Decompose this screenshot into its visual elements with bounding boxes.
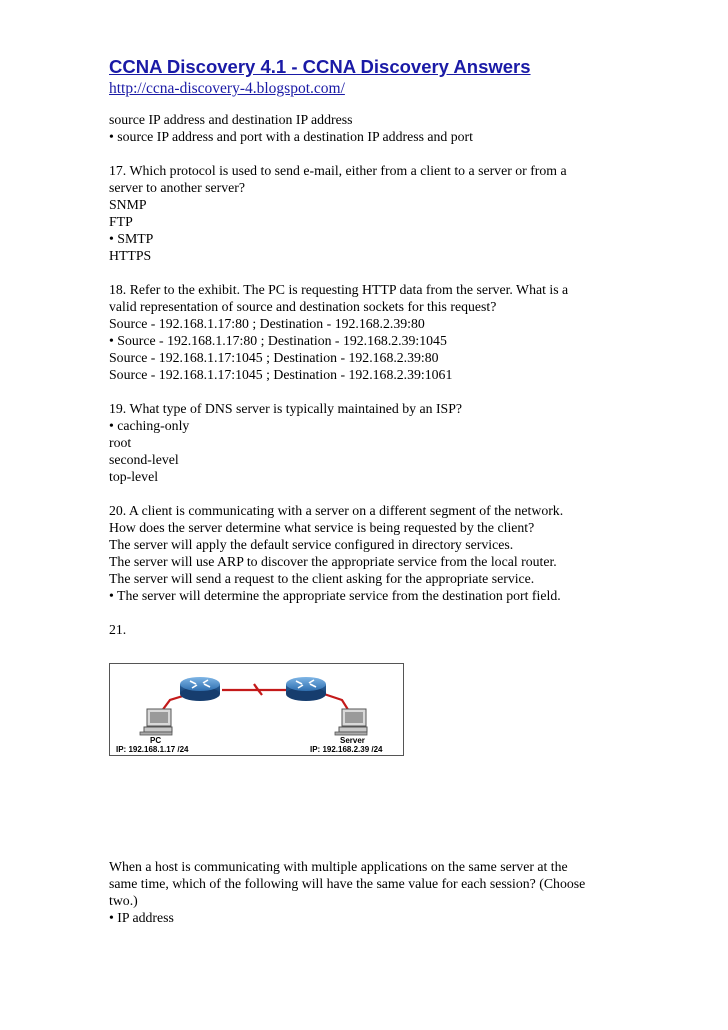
answer-option: • Source - 192.168.1.17:80 ; Destination - 192.168.2.39:1045 [109,333,447,348]
document-body [109,111,629,638]
question-21-line: same time, which of the following will have the same value for each session? (Choose [109,876,586,891]
answer-line: source IP address and destination IP address [109,112,353,127]
pc-label: PC [150,736,162,745]
answer-option: HTTPS [109,248,152,263]
router-icon [286,677,326,701]
question-21-body [109,858,585,926]
answer-option: The server will use ARP to discover the appropriate service from the local router. [109,554,557,569]
question-20-line: How does the server determine what service is being requested by the client? [109,520,535,535]
pc-ip-label: IP: 192.168.1.17 /24 [116,745,189,754]
answer-option: Source - 192.168.1.17:80 ; Destination - 192.168.2.39:80 [109,316,425,331]
question-21-line: two.) [109,893,138,908]
answer-option: FTP [109,214,133,229]
server-icon [335,709,367,735]
answer-option: SNMP [109,197,147,212]
answer-option: top-level [109,469,159,484]
answer-option: • The server will determine the appropriate service from the destination port field. [109,588,561,603]
answer-option: second-level [109,452,179,467]
router-icon [180,677,220,701]
answer-line: • source IP address and port with a destination IP address and port [109,129,473,144]
network-exhibit [109,663,404,756]
question-17-line: 17. Which protocol is used to send e-mail, either from a client to a server or from a [109,163,567,178]
source-link[interactable]: http://ccna-discovery-4.blogspot.com/ [109,80,345,97]
question-20-line: 20. A client is communicating with a server on a different segment of the network. [109,503,564,518]
answer-option: • SMTP [109,231,154,246]
question-19-line: 19. What type of DNS server is typically maintained by an ISP? [109,401,463,416]
answer-option: root [109,435,132,450]
question-17-line: server to another server? [109,180,245,195]
question-18-line: valid representation of source and destination sockets for this request? [109,299,497,314]
document-title: CCNA Discovery 4.1 - CCNA Discovery Answers [109,56,531,77]
answer-option: • caching-only [109,418,190,433]
answer-option: Source - 192.168.1.17:1045 ; Destination - 192.168.2.39:1061 [109,367,453,382]
question-21-line: When a host is communicating with multiple applications on the same server at the [109,859,568,874]
pc-icon [140,709,172,735]
answer-option: • IP address [109,910,174,925]
answer-option: The server will apply the default service configured in directory services. [109,537,514,552]
answer-option: The server will send a request to the client asking for the appropriate service. [109,571,535,586]
answer-option: Source - 192.168.1.17:1045 ; Destination - 192.168.2.39:80 [109,350,439,365]
server-ip-label: IP: 192.168.2.39 /24 [310,745,383,754]
wan-serial-link [222,684,288,695]
server-label: Server [340,736,365,745]
question-18-line: 18. Refer to the exhibit. The PC is requesting HTTP data from the server. What is a [109,282,569,297]
question-21-number: 21. [109,622,127,637]
